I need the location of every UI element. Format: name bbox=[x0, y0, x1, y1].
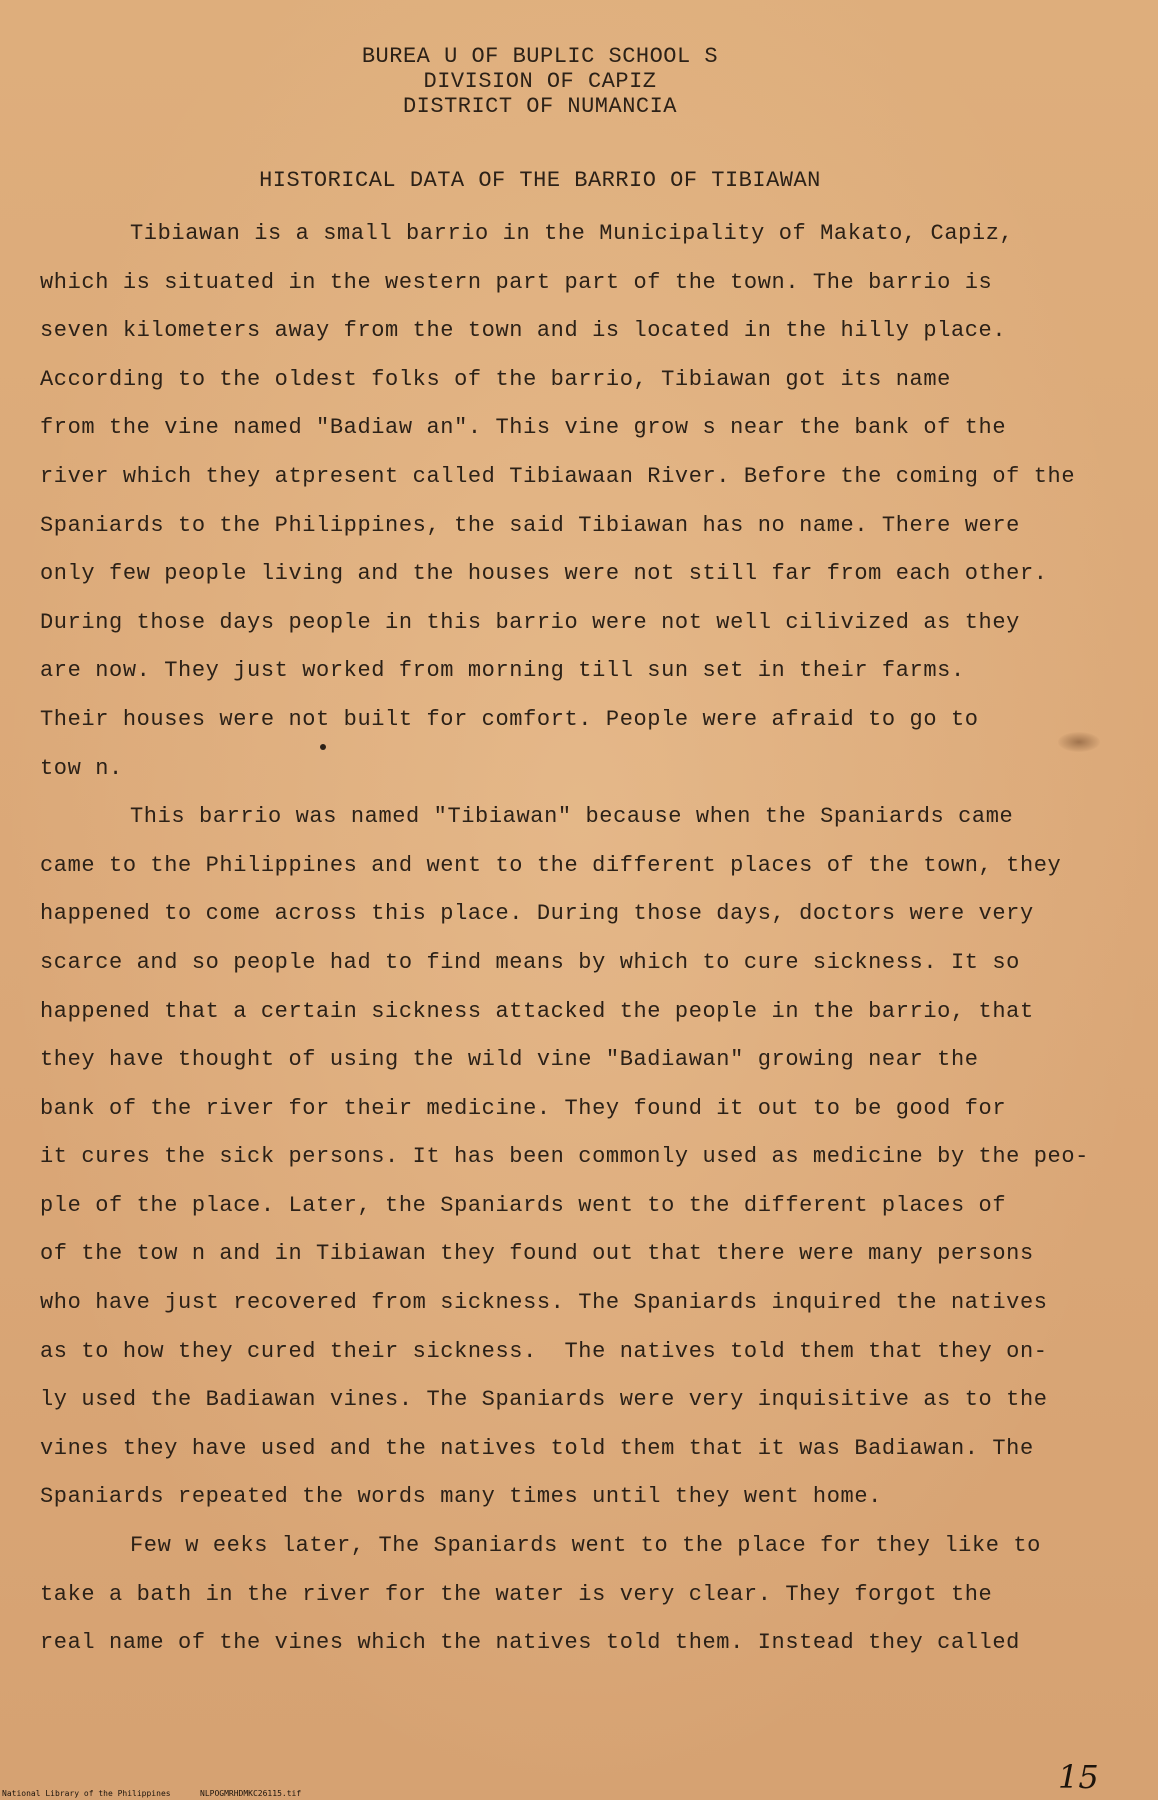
body-line: it cures the sick persons. It has been commonly used as medicine by the peo- bbox=[40, 1144, 1089, 1170]
body-line: bank of the river for their medicine. They found it out to be good for bbox=[40, 1095, 1007, 1121]
body-line: from the vine named "Badiaw an". This vine grow s near the bank of the bbox=[40, 415, 1007, 441]
body-line: Their houses were not built for comfort. People were afraid to go to bbox=[40, 706, 979, 732]
body-line: Spaniards to the Philippines, the said Tibiawan has no name. There were bbox=[40, 512, 1020, 538]
body-line: Few w eeks later, The Spaniards went to the place for they like to bbox=[130, 1533, 1041, 1559]
body-line: are now. They just worked from morning till sun set in their farms. bbox=[40, 658, 965, 684]
body-line: ple of the place. Later, the Spaniards went to the different places of bbox=[40, 1192, 1007, 1218]
body-line: which is situated in the western part part of the town. The barrio is bbox=[40, 269, 993, 295]
footer-library-name: National Library of the Philippines bbox=[2, 1789, 171, 1798]
header-line-1: BUREA U OF BUPLIC SCHOOL S bbox=[361, 44, 719, 69]
body-line: take a bath in the river for the water is very clear. They forgot the bbox=[40, 1581, 993, 1607]
body-line: scarce and so people had to find means by which to cure sickness. It so bbox=[40, 949, 1020, 975]
body-line: as to how they cured their sickness. The natives told them that they on- bbox=[40, 1338, 1048, 1364]
body-line: who have just recovered from sickness. The Spaniards inquired the natives bbox=[40, 1290, 1048, 1316]
body-line: seven kilometers away from the town and is located in the hilly place. bbox=[40, 318, 1007, 344]
body-line: ly used the Badiawan vines. The Spaniards were very inquisitive as to the bbox=[40, 1387, 1048, 1413]
header-line-2: DIVISION OF CAPIZ bbox=[423, 69, 657, 94]
body-line: river which they atpresent called Tibiawaan River. Before the coming of the bbox=[40, 463, 1076, 489]
document-title: HISTORICAL DATA OF THE BARRIO OF TIBIAWAN bbox=[259, 168, 821, 193]
body-line: came to the Philippines and went to the different places of the town, they bbox=[40, 852, 1062, 878]
body-line: they have thought of using the wild vine "Badiawan" growing near the bbox=[40, 1047, 979, 1073]
header-line-3: DISTRICT OF NUMANCIA bbox=[402, 94, 678, 119]
footer-file-code: NLPOGMRHDMKC26115.tif bbox=[200, 1789, 302, 1798]
body-line: only few people living and the houses were not still far from each other. bbox=[40, 561, 1048, 587]
body-line: of the tow n and in Tibiawan they found out that there were many persons bbox=[40, 1241, 1034, 1267]
page-number: 15 bbox=[1058, 1758, 1099, 1796]
document-header bbox=[0, 44, 1080, 119]
body-line: happened that a certain sickness attacked the people in the barrio, that bbox=[40, 998, 1034, 1024]
body-line: During those days people in this barrio were not well cilivized as they bbox=[40, 609, 1020, 635]
body-line: Tibiawan is a small barrio in the Municipality of Makato, Capiz, bbox=[130, 221, 1014, 246]
body-line: This barrio was named "Tibiawan" because when the Spaniards came bbox=[130, 804, 1014, 830]
body-line: happened to come across this place. During those days, doctors were very bbox=[40, 901, 1034, 927]
document-body bbox=[40, 210, 1120, 1668]
body-line: tow n. bbox=[40, 755, 123, 781]
body-line: real name of the vines which the natives told them. Instead they called bbox=[40, 1630, 1020, 1656]
body-line: According to the oldest folks of the barrio, Tibiawan got its name bbox=[40, 366, 951, 392]
body-line: vines they have used and the natives told them that it was Badiawan. The bbox=[40, 1435, 1034, 1461]
body-line: Spaniards repeated the words many times until they went home. bbox=[40, 1484, 882, 1510]
